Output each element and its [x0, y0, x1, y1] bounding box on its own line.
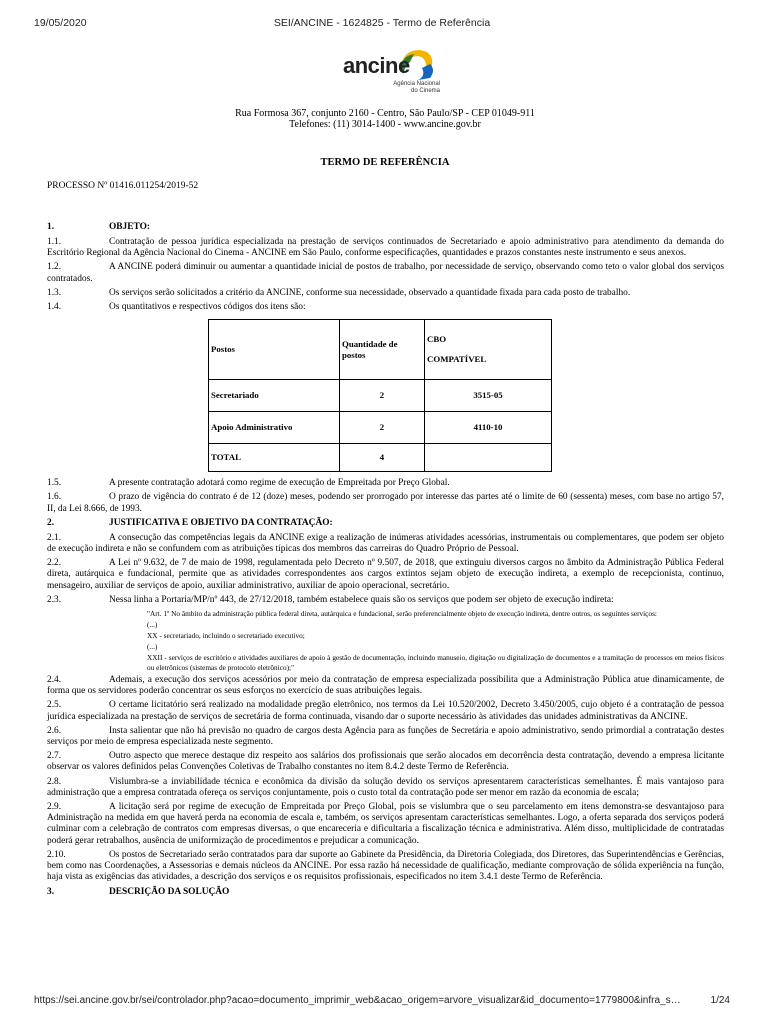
address-line: Rua Formosa 367, conjunto 2160 - Centro, São Paulo/SP - CEP 01049-911	[235, 108, 535, 119]
logo-wordmark: ancine	[343, 53, 410, 78]
section-heading: 3. DESCRIÇÃO DA SOLUÇÃO	[47, 886, 230, 897]
paragraph: 2.8. Vislumbra-se a inviabilidade técnica e econômica da divisão da solução devido os serviços apresentarem características semelhantes. É mais vantajoso para administração que a empresa contratada ofereça os serviços conjuntamente, pois o custo total da contratação pode ser menor em razão da economia de escala;	[47, 776, 724, 798]
paragraph: 2.9. A licitação será por regime de execução de Empreitada por Preço Global, pois se vislumbra que o seu parcelamento em itens demonstra-se desvantajoso para Administração na medida em que haverá perda na economia de escala e, também, os serviços apresentam características semelhantes. Logo, a oferta separada dos serviços poderá culminar com a celebração de contratos com empresas diversas, o que encareceria e dificultaria a fiscalização técnica e administrativa. Além disso, multiplicidade de contratadas poderá gerar retrabalhos, ausência de uniformização de procedimentos e prejudicar a comunicação.	[47, 802, 724, 846]
print-title: SEI/ANCINE - 1624825 - Termo de Referência	[273, 17, 491, 29]
print-date: 19/05/2020	[34, 17, 87, 29]
table-header-row	[209, 320, 552, 380]
items-table	[208, 319, 552, 472]
header-quantidade: Quantidade de postos	[340, 320, 425, 380]
table-row: Secretariado 2 3515-05	[209, 380, 552, 412]
phone-line: Telefones: (11) 3014-1400 - www.ancine.gov.br	[289, 119, 481, 130]
print-header	[34, 17, 730, 31]
header-postos: Postos	[209, 320, 340, 380]
table-total-row: TOTAL 4	[209, 444, 552, 472]
ancine-logo	[0, 45, 770, 103]
page-url-link[interactable]: https://sei.ancine.gov.br/sei/controlador.php?acao=documento_imprimir_web&acao_origem=arvore_visualizar&id_documento=1779800&infra_s…	[34, 995, 681, 1006]
paragraph: 1.3. Os serviços serão solicitados a critério da ANCINE, conforme sua necessidade, observado a quantidade fixada para cada posto de trabalho.	[47, 287, 631, 298]
paragraph: 2.10. Os postos de Secretariado serão contratados para dar suporte ao Gabinete da Presidência, da Diretoria Colegiada, dos Diretores, das Superintendências e Gerências, bem como nas Coordenações, a Assessorias e demais núcleos da ANCINE. Por essa razão há necessidade de qualificação, mediante comprovação de sólida experiência na função, haja vista as exigências das atividades, a descrição dos serviços e os requisitos profissionais, especificados no item 3.4.1 deste Termo de Referência.	[47, 849, 724, 883]
section-heading: 2. JUSTIFICATIVA E OBJETIVO DA CONTRATAÇÃO:	[47, 517, 333, 528]
paragraph: 1.5. A presente contratação adotará como regime de execução de Empreitada por Preço Global.	[47, 478, 450, 489]
items-table-wrapper	[208, 319, 724, 472]
document-title: TERMO DE REFERÊNCIA	[320, 157, 450, 168]
header-cbo: CBO COMPATÍVEL	[425, 320, 552, 380]
paragraph: 2.4. Ademais, a execução dos serviços acessórios por meio da contratação de empresa especializada possibilita que a Administração Pública atue dinamicamente, de forma que os servidores poderão concentrar os seus esforços no exercício de suas atribuições legais.	[47, 675, 724, 697]
legal-quote: "Art. 1º No âmbito da administração pública federal direta, autárquica e fundacional, serão preferencialmente objeto de execução indireta, dentre outros, os seguintes serviços: (...) XX - secretariado, incluindo o secretariado executivo; (...) XXII - serviços de escritório e atividades auxiliares de apoio à gestão de documentação, incluindo manuseio, digitação ou digitalização de documentos e a tramitação de processos em meios físicos ou eletrônicos (sistemas de protocolo eletrônico);"	[147, 609, 724, 672]
paragraph: 1.1. Contratação de pessoa jurídica especializada na prestação de serviços continuados de Secretariado e apoio administrativo para atendimento da demanda do Escritório Regional da Agência Nacional do Cinema - ANCINE em São Paulo, conforme especificações, quantidades e prazos constantes neste instrumento e seus anexos.	[47, 237, 724, 259]
document-body	[47, 222, 724, 902]
section-heading: 1. OBJETO:	[47, 222, 150, 232]
paragraph: 1.4. Os quantitativos e respectivos códigos dos itens são:	[47, 302, 306, 313]
paragraph: 2.1. A consecução das competências legais da ANCINE exige a realização de inúmeras atividades acessórias, instrumentais ou complementares, que podem ser objeto de execução indireta e não se confundem com as atribuições típicas dos membros das carreiras do Quadro Próprio de Pessoal.	[47, 532, 724, 555]
paragraph: 2.2. A Lei nº 9.632, de 7 de maio de 1998, regulamentada pelo Decreto nº 9.507, de 2018, que extinguiu diversos cargos no âmbito da Administração Pública Federal direta, autárquica e fundacional, permite que as atividades correspondentes aos cargos extintos sejam objeto de execução indireta, a exemplo de recepcionista, contínuo, mensageiro, auxiliar de serviços de apoio, auxiliar administrativo, auxiliar de apoio operacional, secretário.	[47, 558, 724, 591]
paragraph: 1.2. A ANCINE poderá diminuir ou aumentar a quantidade inicial de postos de trabalho, por necessidade de serviço, observando como teto o valor global dos serviços contratados.	[47, 262, 724, 284]
process-number: PROCESSO Nº 01416.011254/2019-52	[47, 181, 199, 191]
paragraph: 2.6. Insta salientar que não há previsão no quadro de cargos desta Agência para as funções de Secretária e apoio administrativo, sendo primordial a contratação destes serviços por meio de empresa especializada neste segmento.	[47, 725, 724, 748]
table-row: Apoio Administrativo 2 4110-10	[209, 412, 552, 444]
paragraph: 2.7. Outro aspecto que merece destaque diz respeito aos salários dos profissionais que serão alocados em decorrência desta contratação, devendo a empresa licitante observar os valores definidos pelas Convenções Coletivas de Trabalho constantes no item 8.4.2 deste Termo de Referência.	[47, 751, 724, 773]
paragraph: 1.6. O prazo de vigência do contrato é de 12 (doze) meses, podendo ser prorrogado por interesse das partes até o limite de 60 (sessenta) meses, com base no artigo 57, II, da Lei 8.666, de 1993.	[47, 492, 724, 514]
address-block	[0, 108, 770, 130]
paragraph: 2.3. Nessa linha a Portaria/MP/nº 443, de 27/12/2018, também estabelece quais são os serviços que podem ser objeto de execução indireta:	[47, 594, 614, 605]
paragraph: 2.5. O certame licitatório será realizado na modalidade pregão eletrônico, nos termos da Lei 10.520/2002, Decreto 3.450/2005, cujo objeto é a contratação de pessoa jurídica especializada na prestação de serviços de secretária de forma continuada, visando dar o suporte necessário às atividades das unidades administrativas da ANCINE.	[47, 700, 724, 722]
logo-subtitle: Agência Nacional do Cinema	[393, 81, 440, 94]
page-counter: 1/24	[710, 995, 730, 1006]
